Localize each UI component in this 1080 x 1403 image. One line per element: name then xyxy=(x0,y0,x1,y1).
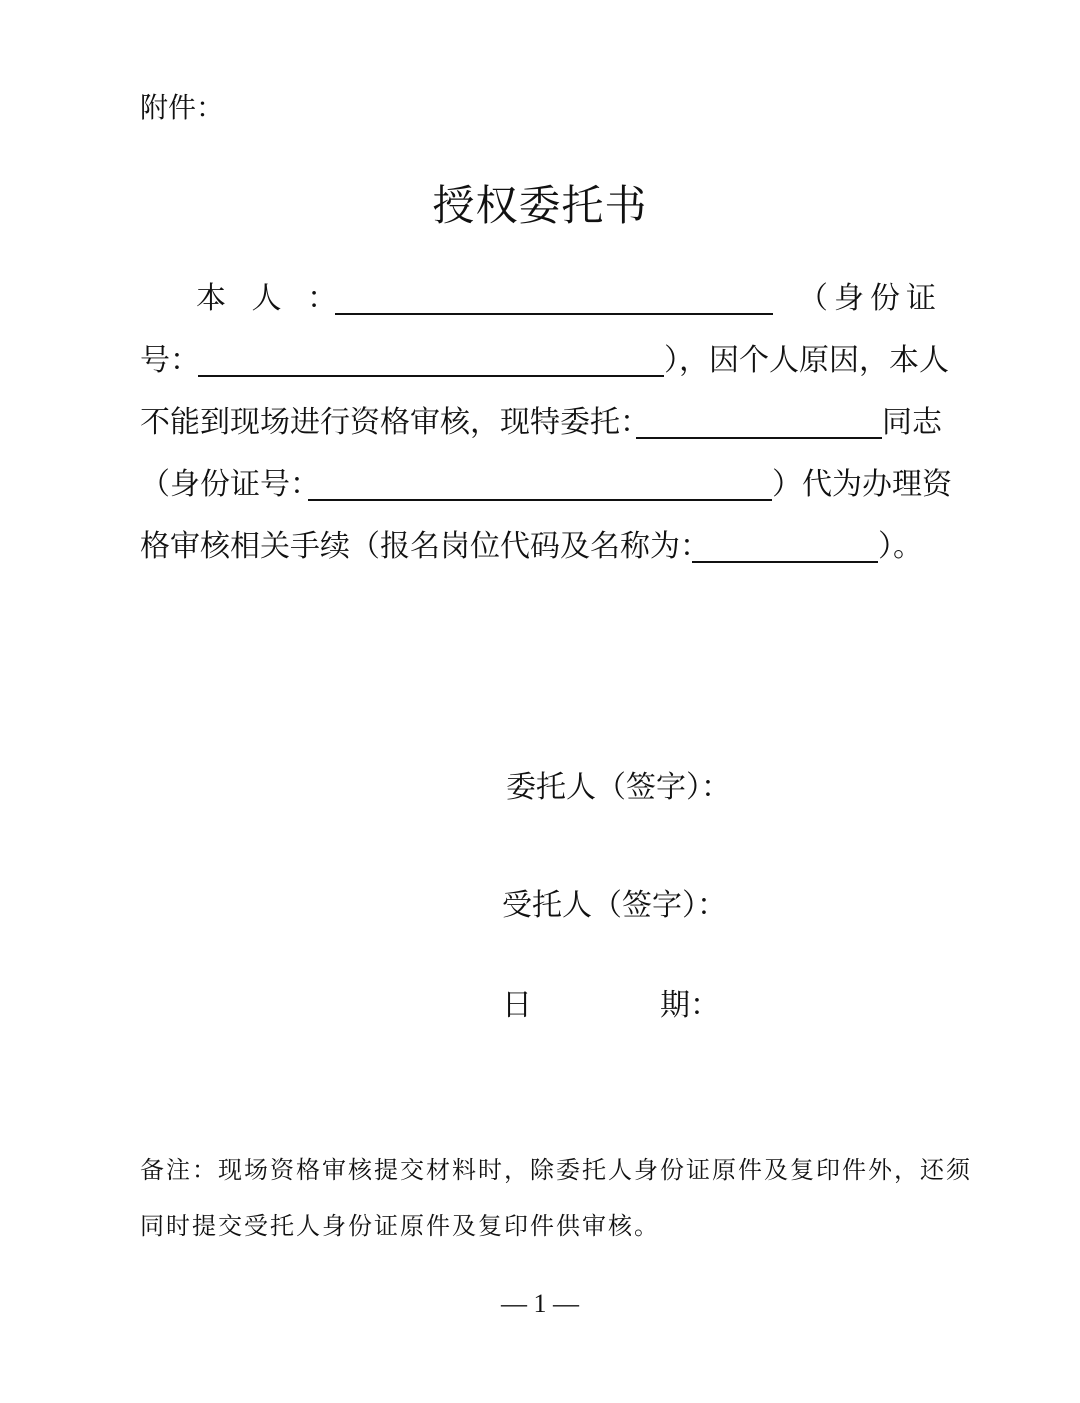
principal-signature-label: 委托人（签字）： xyxy=(506,770,731,805)
date-label-left: 日 xyxy=(502,988,532,1023)
line3-suffix: 同志 xyxy=(882,405,942,440)
line1-prefix: 本 人 ： xyxy=(196,281,346,316)
agent-signature-label: 受托人（签字）： xyxy=(502,888,727,923)
agent-id-blank[interactable] xyxy=(308,469,772,501)
line4-suffix: ）代为办理资 xyxy=(772,467,952,502)
line2-suffix: ），因个人原因，本人 xyxy=(664,343,949,378)
line1-suffix: （身份证 xyxy=(798,281,942,316)
line5-prefix: 格审核相关手续（报名岗位代码及名称为： xyxy=(140,529,710,564)
line3-prefix: 不能到现场进行资格审核，现特委托： xyxy=(140,405,650,440)
line4-prefix: （身份证号： xyxy=(140,467,320,502)
date-label-right: 期： xyxy=(660,988,720,1023)
position-code-blank[interactable] xyxy=(692,531,878,563)
note-line-1: 备注：现场资格审核提交材料时，除委托人身份证原件及复印件外，还须 xyxy=(140,1156,972,1184)
note-line-2: 同时提交受托人身份证原件及复印件供审核。 xyxy=(140,1212,660,1240)
id-number-blank[interactable] xyxy=(198,345,664,377)
line5-suffix: ）。 xyxy=(878,529,923,564)
agent-name-blank[interactable] xyxy=(636,407,882,439)
attachment-label: 附件： xyxy=(140,91,225,124)
document-title: 授权委托书 xyxy=(432,181,648,230)
name-blank[interactable] xyxy=(335,283,773,315)
page-number: — 1 — xyxy=(501,1289,579,1318)
line2-prefix: 号： xyxy=(140,343,200,378)
